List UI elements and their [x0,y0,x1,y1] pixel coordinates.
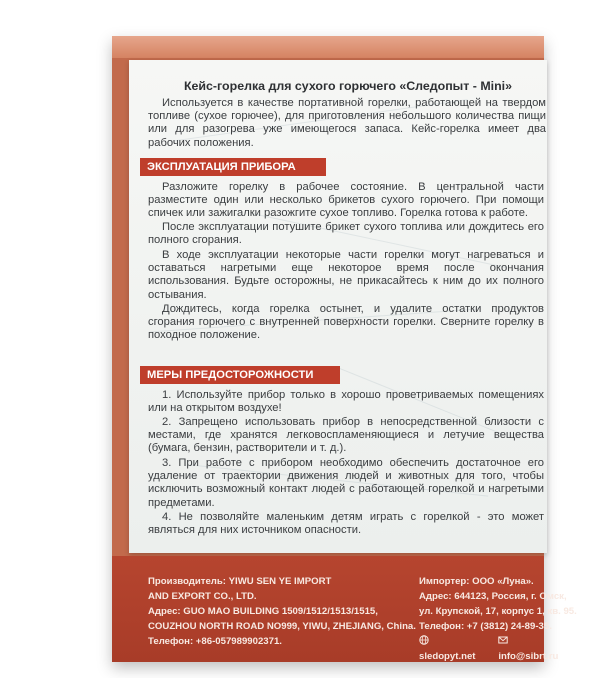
email-link[interactable] [498,634,569,664]
website-link[interactable] [419,634,486,664]
website-text: sledopyt.net [419,651,476,662]
precaution-item: 1. Используйте прибор только в хорошо проветриваемых помещениях или на открытом воздухе! [148,389,544,415]
contact-row [419,634,569,664]
importer-line: Импортер: ООО «Луна». [419,576,534,587]
importer-info [419,574,577,664]
manufacturer-line: Телефон: +86-057989902371. [148,636,282,647]
manufacturer-line: Производитель: YIWU SEN YE IMPORT [148,576,332,587]
box-top-flap [112,36,544,58]
precaution-item: 2. Запрещено использовать прибор в непосредственной близости с местами, где хранятся легковоспламеняющиеся и летучие вещества (бумага, бензин, растворители и т. д.). [148,416,544,455]
importer-line: ул. Крупской, 17, корпус 1, кв. 95. [419,606,577,617]
operation-paragraph-2: После эксплуатации потушите брикет сухого топлива или дождитесь его полного сгорания. [148,221,544,247]
manufacturer-line: COUZHOU NORTH ROAD NO999, YIWU, ZHEJIANG, China. [148,621,416,632]
operation-paragraph-4: Дождитесь, когда горелка остынет, и удалите остатки продуктов сгорания горючего с внутренней поверхности горелки. Сверните горелку в походное положение. [148,303,544,342]
operation-paragraph-3: В ходе эксплуатации некоторые части горелки могут нагреваться и оставаться нагретыми еще некоторое время после окончания использования. Будьте осторожны, не прикасайтесь к ним до их полного остывания. [148,249,544,301]
intro-text: Используется в качестве портативной горелки, работающей на твердом топливе (сухое горючее), для приготовления небольшого количества пищи или для разогрева уже имеющегося запаса. Кейс-горелка имеет два рабочих положения. [148,97,546,149]
importer-line: Адрес: 644123, Россия, г. Омск, [419,591,567,602]
manufacturer-line: Адрес: GUO MAO BUILDING 1509/1512/1513/1515, [148,606,378,617]
operation-paragraph-1: Разложите горелку в рабочее состояние. В центральной части разместите один или несколько брикетов сухого горючего. При помощи спичек или зажигалки разожгите сухое топливо. Горелка готова к работе. [148,181,544,220]
globe-icon [419,635,429,645]
precaution-item: 4. Не позволяйте маленьким детям играть с горелкой - это может являться для них источником опасности. [148,511,544,537]
page-title: Кейс-горелка для сухого горючего «Следопыт - Mini» [183,79,513,93]
importer-line: Телефон: +7 (3812) 24-89-35. [419,621,552,632]
section-heading-precautions: МЕРЫ ПРЕДОСТОРОЖНОСТИ [140,366,340,384]
precaution-item: 3. При работе с прибором необходимо обеспечить достаточное его удаление от траектории движения людей и животных для того, чтобы исключить возможный контакт людей с работающей горелкой и нагретыми предметами. [148,457,544,509]
manufacturer-info [148,574,416,649]
mail-icon [498,635,508,645]
email-text: info@sibrt.ru [498,651,559,662]
manufacturer-line: AND EXPORT CO., LTD. [148,591,257,602]
section-heading-operation: ЭКСПЛУАТАЦИЯ ПРИБОРА [140,158,326,176]
